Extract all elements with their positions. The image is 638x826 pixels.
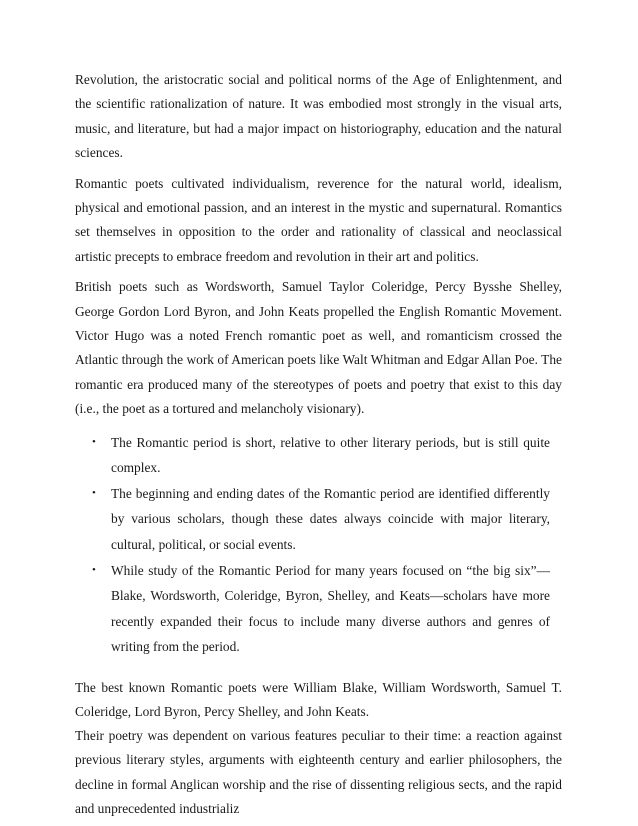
list-item <box>92 558 550 660</box>
bullet-list <box>75 430 562 660</box>
paragraph-enlightenment: Revolution, the aristocratic social and political norms of the Age of Enlightenment, and the scientific rationalization of nature. It was embodied most strongly in the visual arts, music, and literature, but had a major impact on historiography, education and the natural sciences. <box>75 72 562 161</box>
spacer <box>75 660 562 676</box>
paragraph-best-known-poets: The best known Romantic poets were William Blake, William Wordsworth, Samuel T. Coleridge, Lord Byron, Percy Shelley, and John Keats. <box>75 680 562 720</box>
list-item <box>92 481 550 558</box>
list-item-text: The beginning and ending dates of the Romantic period are identified differently by various scholars, though these dates always coincide with major literary, cultural, political, or social events. <box>111 485 550 553</box>
bullet-icon: • <box>92 435 96 448</box>
paragraph-british-poets: British poets such as Wordsworth, Samuel Taylor Coleridge, Percy Bysshe Shelley, George Gordon Lord Byron, and John Keats propelled the English Romantic Movement. Victor Hugo was a noted French romantic poet as well, and romanticism crossed the Atlantic through the work of American poets like Walt Whitman and Edgar Allan Poe. The romantic era produced many of the stereotypes of poets and poetry that exist to this day (i.e., the poet as a tortured and melancholy visionary). <box>75 279 562 417</box>
list-item-text: While study of the Romantic Period for many years focused on “the big six”— Blake, Wordsworth, Coleridge, Byron, Shelley, and Keats—scholars have more recently expanded their focus to include many diverse authors and genres of writing from the period. <box>111 562 550 655</box>
paragraph-poetry-features: Their poetry was dependent on various features peculiar to their time: a reaction against previous literary styles, arguments with eighteenth century and earlier philosophers, the decline in formal Anglican worship and the rise of dissenting religious sects, and the rapid and unprecedented industrializ <box>75 728 562 817</box>
bullet-icon: • <box>92 563 96 576</box>
list-item-text: The Romantic period is short, relative to other literary periods, but is still quite complex. <box>111 434 550 476</box>
bullet-icon: • <box>92 486 96 499</box>
list-item <box>92 430 550 481</box>
document-page <box>75 68 562 822</box>
paragraph-romantic-poets: Romantic poets cultivated individualism, reverence for the natural world, idealism, physical and emotional passion, and an interest in the mystic and supernatural. Romantics set themselves in opposition to the order and rationality of classical and neoclassical artistic precepts to embrace freedom and revolution in their art and politics. <box>75 175 562 264</box>
